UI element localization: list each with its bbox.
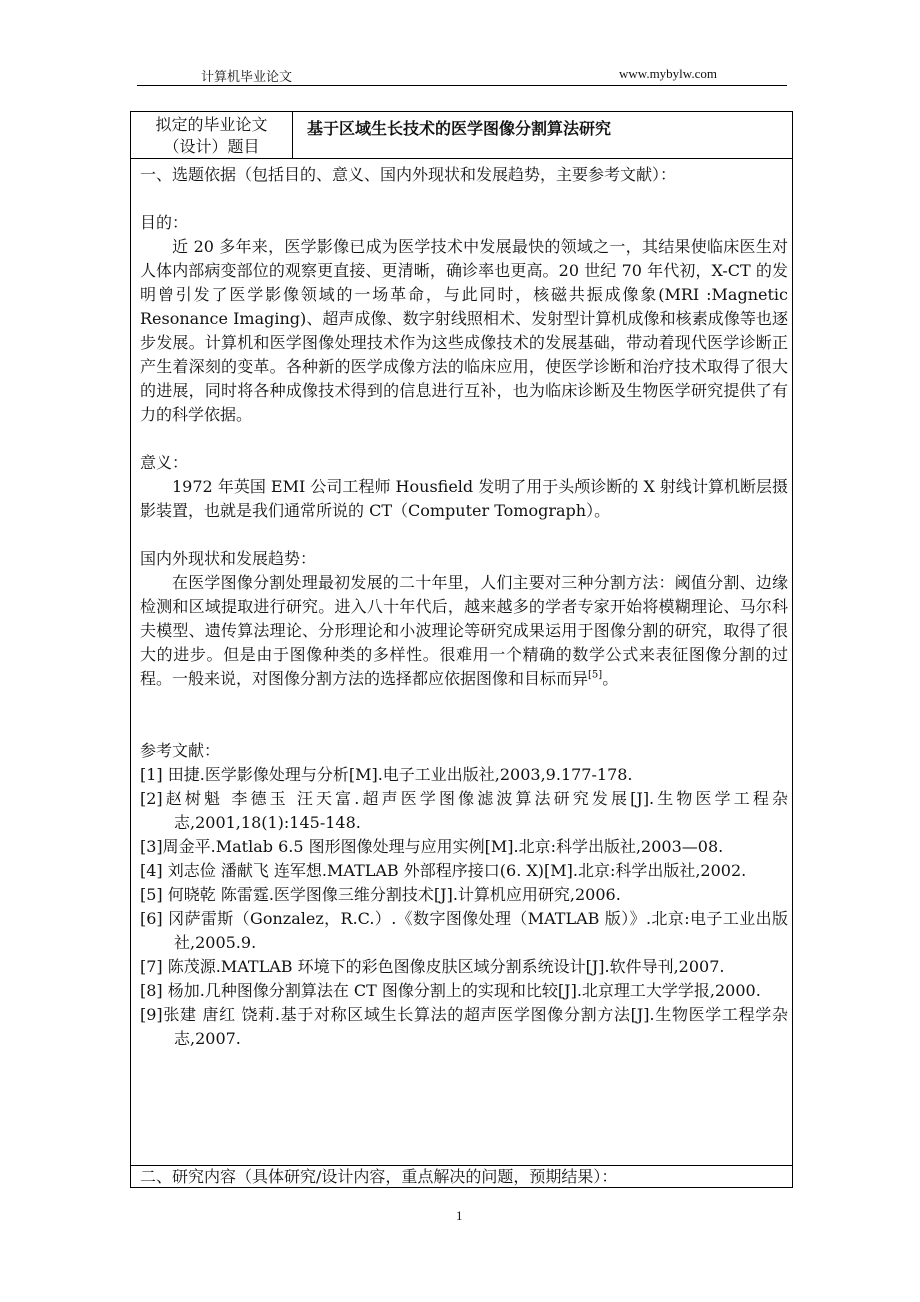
reference-item: [3]周金平.Matlab 6.5 图形图像处理与应用实例[M].北京:科学出版社,2003—08. <box>140 837 724 856</box>
reference-item: [1] 田捷.医学影像处理与分析[M].电子工业出版社,2003,9.177-178. <box>140 765 633 784</box>
title-label-line2: （设计）题目 <box>163 137 260 156</box>
title-label-cell <box>131 112 293 158</box>
reference-item: [6] 冈萨雷斯（Gonzalez，R.C.）.《数字图像处理（MATLAB 版）》.北京:电子工业出版社,2005.9. <box>140 909 788 952</box>
status-paragraph <box>140 571 788 691</box>
significance-paragraph: 1972 年英国 EMI 公司工程师 Housfield 发明了用于头颅诊断的 X 射线计算机断层摄影装置，也就是我们通常所说的 CT（Computer Tomograph）。 <box>140 477 788 520</box>
page-header-url: www.mybylw.com <box>619 66 717 81</box>
section2-heading: 二、研究内容（具体研究/设计内容，重点解决的问题，预期结果）： <box>140 1167 618 1186</box>
spacer <box>140 523 788 547</box>
reference-item: [7] 陈茂源.MATLAB 环境下的彩色图像皮肤区域分割系统设计[J].软件导刊,2007. <box>140 957 725 976</box>
citation-5: [5] <box>588 669 603 681</box>
title-row <box>131 112 792 159</box>
title-label-line1: 拟定的毕业论文 <box>155 115 268 134</box>
section1-content <box>140 163 788 1051</box>
page-number: 1 <box>456 1208 463 1223</box>
reference-item: [5] 何晓乾 陈雷霆.医学图像三维分割技术[J].计算机应用研究,2006. <box>140 885 621 904</box>
spacer <box>140 427 788 451</box>
page-header-left: 计算机毕业论文 <box>201 69 293 84</box>
spacer <box>140 691 788 715</box>
significance-heading: 意义： <box>140 453 189 472</box>
status-end: 。 <box>602 669 619 688</box>
section2-row <box>131 1165 792 1188</box>
proposal-table <box>130 111 793 1188</box>
status-heading: 国内外现状和发展趋势： <box>140 549 317 568</box>
header-rule <box>137 85 787 86</box>
reference-item: [2]赵树魁 李德玉 汪天富.超声医学图像滤波算法研究发展[J].生物医学工程杂志,2001,18(1):145-148. <box>140 789 788 832</box>
purpose-paragraph: 近 20 多年来，医学影像已成为医学技术中发展最快的领域之一，其结果使临床医生对人体内部病变部位的观察更直接、更清晰，确诊率也更高。20 世纪 70 年代初，X-CT 的发明曾引发了医学影像领域的一场革命，与此同时，核磁共振成像象(MRI :Magnetic Resonance Imaging)、超声成像、数字射线照相术、发射型计算机成像和核素成像等也逐步发展。计算机和医学图像处理技术作为这些成像技术的发展基础，带动着现代医学诊断正产生着深刻的变革。各种新的医学成像方法的临床应用，使医学诊断和治疗技术取得了很大的进展，同时将各种成像技术得到的信息进行互补，也为临床诊断及生物医学研究提供了有力的科学依据。 <box>140 237 788 424</box>
reference-item: [4] 刘志俭 潘献飞 连军想.MATLAB 外部程序接口(6. X)[M].北京:科学出版社,2002. <box>140 861 747 880</box>
status-text: 在医学图像分割处理最初发展的二十年里，人们主要对三种分割方法：阈值分割、边缘检测和区域提取进行研究。进入八十年代后，越来越多的学者专家开始将模糊理论、马尔科夫模型、遗传算法理论、分形理论和小波理论等研究成果运用于图像分割的研究，取得了很大的进步。但是由于图像种类的多样性。很难用一个精确的数学公式来表征图像分割的过程。一般来说，对图像分割方法的选择都应依据图像和目标而异 <box>140 573 788 688</box>
thesis-title: 基于区域生长技术的医学图像分割算法研究 <box>307 119 612 138</box>
references-heading: 参考文献： <box>140 741 221 760</box>
spacer <box>140 715 788 739</box>
purpose-heading: 目的： <box>140 213 189 232</box>
section1-heading: 一、选题依据（包括目的、意义、国内外现状和发展趋势，主要参考文献）： <box>140 165 677 184</box>
spacer <box>140 187 788 211</box>
reference-item: [9]张建 唐红 饶莉.基于对称区域生长算法的超声医学图像分割方法[J].生物医学工程学杂志,2007. <box>140 1005 788 1048</box>
reference-item: [8] 杨加.几种图像分割算法在 CT 图像分割上的实现和比较[J].北京理工大学学报,2000. <box>140 981 761 1000</box>
